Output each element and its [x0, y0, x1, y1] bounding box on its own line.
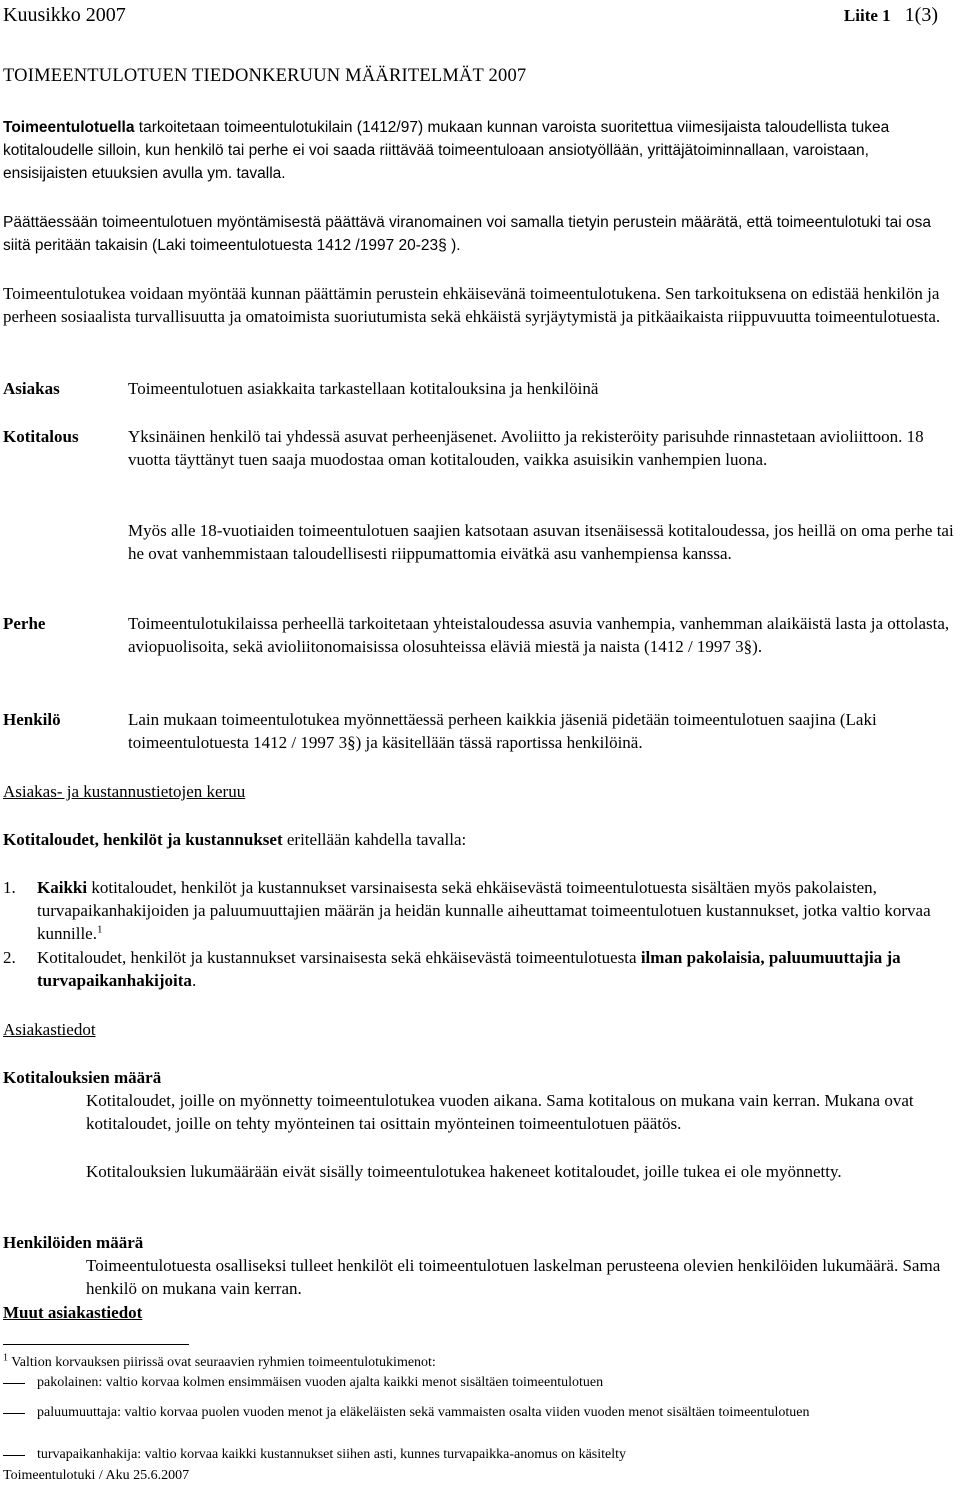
- list-item-2-text: Kotitaloudet, henkilöt ja kustannukset varsinaisesta sekä ehkäisevästä toimeentulotuesta: [37, 948, 641, 967]
- header-report-name: Kuusikko 2007: [3, 4, 126, 26]
- footnote-dash-3: [3, 1455, 25, 1456]
- definition-asiakas: Toimeentulotuen asiakkaita tarkastellaan kotitalouksina ja henkilöinä: [128, 379, 599, 398]
- list-item-2: [37, 946, 947, 992]
- list-item-1-text: kotitaloudet, henkilöt ja kustannukset varsinaisesta sekä ehkäisevästä toimeentulotuesta sisältäen myös pakolaisten, turvapaikanhakijoiden ja paluumuuttajien määrän ja heidän kunnalle aiheuttamat toimeentulotuen kustannukset, jotka valtio korvaa kunnille.: [37, 878, 931, 943]
- footnote-mark: 1: [3, 1352, 8, 1364]
- client-data-heading: Asiakastiedot: [3, 1020, 96, 1039]
- footnote-intro: [3, 1353, 951, 1373]
- header-attachment: Liite 1: [843, 6, 891, 25]
- footnote-dash-2: [3, 1413, 25, 1414]
- collection-heading: Asiakas- ja kustannustietojen keruu: [3, 782, 246, 801]
- definition-henkilo: Lain mukaan toimeentulotukea myönnettäessä perheen kaikkia jäseniä pidetään toimeentulotuen saajina (Laki toimeentulotuesta 1412 / 1997 3§) ja käsitellään tässä raportissa henkilöinä.: [128, 710, 877, 752]
- footnote-intro-text: Valtion korvauksen piirissä ovat seuraavien ryhmien toimeentulotukimenot:: [8, 1355, 436, 1370]
- page-footer: Toimeentulotuki / Aku 25.6.2007: [3, 1468, 190, 1483]
- intro-paragraph-2: Päättäessään toimeentulotuen myöntämisestä päättävä viranomainen voi samalla tietyin perustein määrätä, että toimeentulotuki tai osa siitä peritään takaisin (Laki toimeentulotuesta 1412 /1997 20-23§ ).: [3, 214, 931, 254]
- households-heading: Kotitalouksien määrä: [3, 1068, 162, 1087]
- document-title: TOIMEENTULOTUEN TIEDONKERUUN MÄÄRITELMÄT 2007: [3, 66, 527, 86]
- list-item-2-bold: ilman pakolaisia, paluumuuttajia ja turvapaikanhakijoita: [37, 948, 901, 990]
- header-page-number: 1(3): [904, 4, 938, 26]
- intro-text: tarkoitetaan toimeentulotukilain (1412/97) mukaan kunnan varoista suoritettua viimesijaista taloudellista tukea kotitaloudelle silloin, kun henkilö tai perhe ei voi saada riittävää toimeentuloaan ansiotyöllään, yrittäjätoiminnallaan, varoistaan, ensisijaisten etuuksien avulla ym. tavalla.: [3, 119, 890, 182]
- households-paragraph-1: Kotitaloudet, joille on myönnetty toimeentulotukea vuoden aikana. Sama kotitalous on mukana vain kerran. Mukana ovat kotitaloudet, joille on tehty myönteinen tai osittain myönteinen toimeentulotuen päätös.: [86, 1091, 914, 1133]
- persons-heading: Henkilöiden määrä: [3, 1233, 144, 1252]
- term-henkilo: Henkilö: [3, 710, 61, 729]
- other-client-data-heading: Muut asiakastiedot: [3, 1303, 143, 1322]
- definition-perhe: Toimeentulotukilaissa perheellä tarkoitetaan yhteistaloudessa asuvia vanhempia, vanhemman alaikäistä lasta ja ottolasta, aviopuolisoita, sekä avioliitonomaisissa olosuhteissa eläviä miestä ja naista (1412 / 1997 3§).: [128, 614, 950, 656]
- list-item-2-end: .: [191, 971, 197, 990]
- header-page-info: [844, 2, 938, 29]
- definition-kotitalous-2: Myös alle 18-vuotiaiden toimeentulotuen saajien katsotaan asuvan itsenäisessä kotitaloudessa, jos heillä on oma perhe tai he ovat vanhemmistaan taloudellisesti riippumattomia eivätkä asu vanhempiensa kanssa.: [128, 521, 954, 563]
- intro-paragraph-3: Toimeentulotukea voidaan myöntää kunnan päättämin perustein ehkäisevänä toimeentulotukena. Sen tarkoituksena on edistää henkilön ja perheen sosiaalista turvallisuutta ja omatoimista suoriutumista sekä ehkäistä syrjäytymistä ja pitkäaikaista riippuvuutta toimeentulotuesta.: [3, 284, 941, 326]
- intro-paragraph-1: [3, 116, 951, 185]
- definition-kotitalous: Yksinäinen henkilö tai yhdessä asuvat perheenjäsenet. Avoliitto ja rekisteröity parisuhde rinnastetaan avioliittoon. 18 vuotta täyttänyt tuen saaja muodostaa oman kotitalouden, vaikka asuisikin vanhempien luona.: [128, 427, 924, 469]
- households-paragraph-2: Kotitalouksien lukumäärään eivät sisälly toimeentulotukea hakeneet kotitaloudet, joille tukea ei ole myönnetty.: [86, 1162, 842, 1181]
- intro-term: Toimeentulotuella: [3, 119, 135, 136]
- footnote-reference: 1: [96, 923, 103, 936]
- term-kotitalous: Kotitalous: [3, 427, 79, 446]
- list-item-1-number: 1.: [3, 878, 16, 897]
- collection-intro: [3, 828, 951, 851]
- persons-paragraph: Toimeentulotuesta osalliseksi tulleet henkilöt eli toimeentulotuen laskelman perusteena olevien henkilöiden lukumäärä. Sama henkilö on mukana vain kerran.: [86, 1256, 941, 1298]
- term-asiakas: Asiakas: [3, 379, 60, 398]
- list-item-1-bold: Kaikki: [37, 878, 88, 897]
- footnote-item-3: turvapaikanhakija: valtio korvaa kaikki kustannukset siihen asti, kunnes turvapaikka-anomus on käsitelty: [37, 1447, 627, 1462]
- list-item-1: [37, 876, 947, 945]
- footnote-divider: [3, 1344, 189, 1345]
- footnote-item-2: paluumuuttaja: valtio korvaa puolen vuoden menot ja eläkeläisten sekä vammaisten osalta viiden vuoden menot sisältäen toimeentulotuen: [37, 1405, 810, 1420]
- collection-intro-text: eritellään kahdella tavalla:: [282, 830, 467, 849]
- footnote-dash-1: [3, 1383, 25, 1384]
- list-item-2-number: 2.: [3, 948, 16, 967]
- term-perhe: Perhe: [3, 614, 46, 633]
- footnote-item-1: pakolainen: valtio korvaa kolmen ensimmäisen vuoden ajalta kaikki menot sisältäen toimeentulotuen: [37, 1375, 604, 1390]
- collection-intro-bold: Kotitaloudet, henkilöt ja kustannukset: [3, 830, 283, 849]
